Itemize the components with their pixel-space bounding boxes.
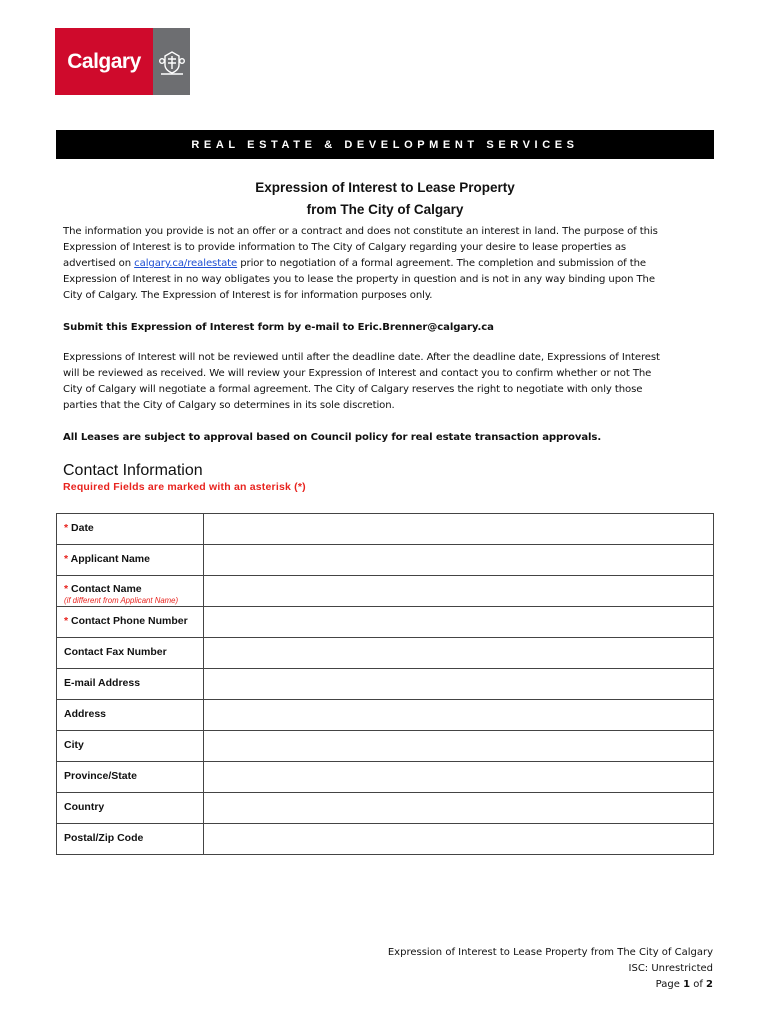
- form-row: [57, 700, 714, 731]
- field-sublabel: (if different from Applicant Name): [64, 596, 179, 605]
- field-label-text: Province/State: [64, 770, 137, 782]
- form-row: [57, 824, 714, 855]
- city-input[interactable]: [204, 731, 713, 760]
- intro-paragraph: [63, 224, 663, 304]
- logo-wordmark: Calgary: [55, 28, 153, 95]
- field-label-text: Applicant Name: [70, 553, 150, 565]
- field-label-text: Contact Phone Number: [71, 615, 188, 627]
- required-asterisk: *: [64, 583, 69, 595]
- required-asterisk: *: [64, 553, 69, 565]
- date-label: [57, 514, 204, 545]
- form-row: [57, 762, 714, 793]
- contact-phone-number-label: [57, 607, 204, 638]
- address-label: [57, 700, 204, 731]
- page-sep: of: [690, 979, 707, 990]
- form-row: [57, 607, 714, 638]
- department-banner: REAL ESTATE & DEVELOPMENT SERVICES: [56, 130, 714, 159]
- city-cell: [204, 731, 714, 762]
- review-paragraph: Expressions of Interest will not be reviewed until after the deadline date. After the deadline date, Expressions of Interest will be reviewed as received. We will review your Expression of Interest and contact you to confirm whether or not The City of Calgary will negotiate a formal agreement. The City of Calgary reserves the right to negotiate with only those parties that the City of Calgary so determines in its sole discretion.: [63, 352, 660, 411]
- page-current: 1: [683, 979, 691, 990]
- address-cell: [204, 700, 714, 731]
- form-title-line1: Expression of Interest to Lease Property: [255, 180, 515, 195]
- contact-section-title: Contact Information: [63, 462, 203, 479]
- applicant-name-label: [57, 545, 204, 576]
- intro-text-after-link: prior to negotiation of a formal agreement. The completion and submission of the Expression of Interest in no way obligates you to lease the property in question and is not in any way binding upon The City of Calgary. The Expression of Interest is for information purposes only.: [63, 258, 655, 301]
- form-title: [56, 177, 714, 221]
- postal-zip-code-cell: [204, 824, 714, 855]
- approval-note: All Leases are subject to approval based on Council policy for real estate transaction approvals.: [63, 432, 602, 443]
- date-cell: [204, 514, 714, 545]
- intro-text-before-link: The information you provide is not an offer or a contract and does not constitute an interest in land. The purpose of this Expression of Interest is to provide information to The City of Calgary regarding your desire to lease properties as advertised on: [63, 226, 658, 269]
- form-row: [57, 793, 714, 824]
- field-label-text: City: [64, 739, 84, 751]
- contact-name-cell: [204, 576, 714, 607]
- required-fields-note: Required Fields are marked with an asterisk (*): [63, 481, 306, 493]
- field-label-text: Contact Name: [71, 583, 142, 595]
- page-prefix: Page: [655, 979, 684, 990]
- e-mail-address-label: [57, 669, 204, 700]
- footer-doc-title: Expression of Interest to Lease Property from The City of Calgary: [387, 947, 713, 958]
- e-mail-address-input[interactable]: [204, 669, 713, 698]
- province-state-label: [57, 762, 204, 793]
- applicant-name-cell: [204, 545, 714, 576]
- contact-phone-number-input[interactable]: [204, 607, 713, 636]
- form-row: [57, 545, 714, 576]
- form-row: [57, 731, 714, 762]
- form-row: [57, 514, 714, 545]
- city-label: [57, 731, 204, 762]
- form-row: [57, 576, 714, 607]
- field-label-text: Postal/Zip Code: [64, 832, 144, 844]
- contact-phone-number-cell: [204, 607, 714, 638]
- postal-zip-code-input[interactable]: [204, 824, 713, 853]
- submit-note: Submit this Expression of Interest form by e-mail to Eric.Brenner@calgary.ca: [63, 322, 494, 333]
- contact-name-input[interactable]: [204, 576, 713, 605]
- form-title-line2: from The City of Calgary: [306, 202, 464, 217]
- contact-fax-number-label: [57, 638, 204, 669]
- footer-classification: ISC: Unrestricted: [628, 963, 713, 974]
- contact-fax-number-input[interactable]: [204, 638, 713, 667]
- required-asterisk: *: [64, 615, 69, 627]
- e-mail-address-cell: [204, 669, 714, 700]
- calgary-logo: [55, 28, 190, 95]
- field-label-text: Country: [64, 801, 105, 813]
- page-number: [388, 977, 713, 993]
- province-state-input[interactable]: [204, 762, 713, 791]
- field-label-text: Date: [71, 522, 94, 534]
- contact-name-label: [57, 576, 204, 607]
- form-row: [57, 638, 714, 669]
- page-footer: [388, 945, 713, 993]
- province-state-cell: [204, 762, 714, 793]
- page-total: 2: [706, 979, 713, 990]
- required-asterisk: *: [64, 522, 69, 534]
- field-label-text: Contact Fax Number: [64, 646, 167, 658]
- applicant-name-input[interactable]: [204, 545, 713, 574]
- contact-fax-number-cell: [204, 638, 714, 669]
- country-label: [57, 793, 204, 824]
- realestate-link[interactable]: calgary.ca/realestate: [134, 258, 238, 269]
- country-input[interactable]: [204, 793, 713, 822]
- address-input[interactable]: [204, 700, 713, 729]
- date-input[interactable]: [204, 514, 713, 543]
- country-cell: [204, 793, 714, 824]
- city-crest-icon: [153, 28, 190, 95]
- contact-form-table: [56, 513, 714, 855]
- form-row: [57, 669, 714, 700]
- field-label-text: E-mail Address: [64, 677, 141, 689]
- field-label-text: Address: [64, 708, 107, 720]
- postal-zip-code-label: [57, 824, 204, 855]
